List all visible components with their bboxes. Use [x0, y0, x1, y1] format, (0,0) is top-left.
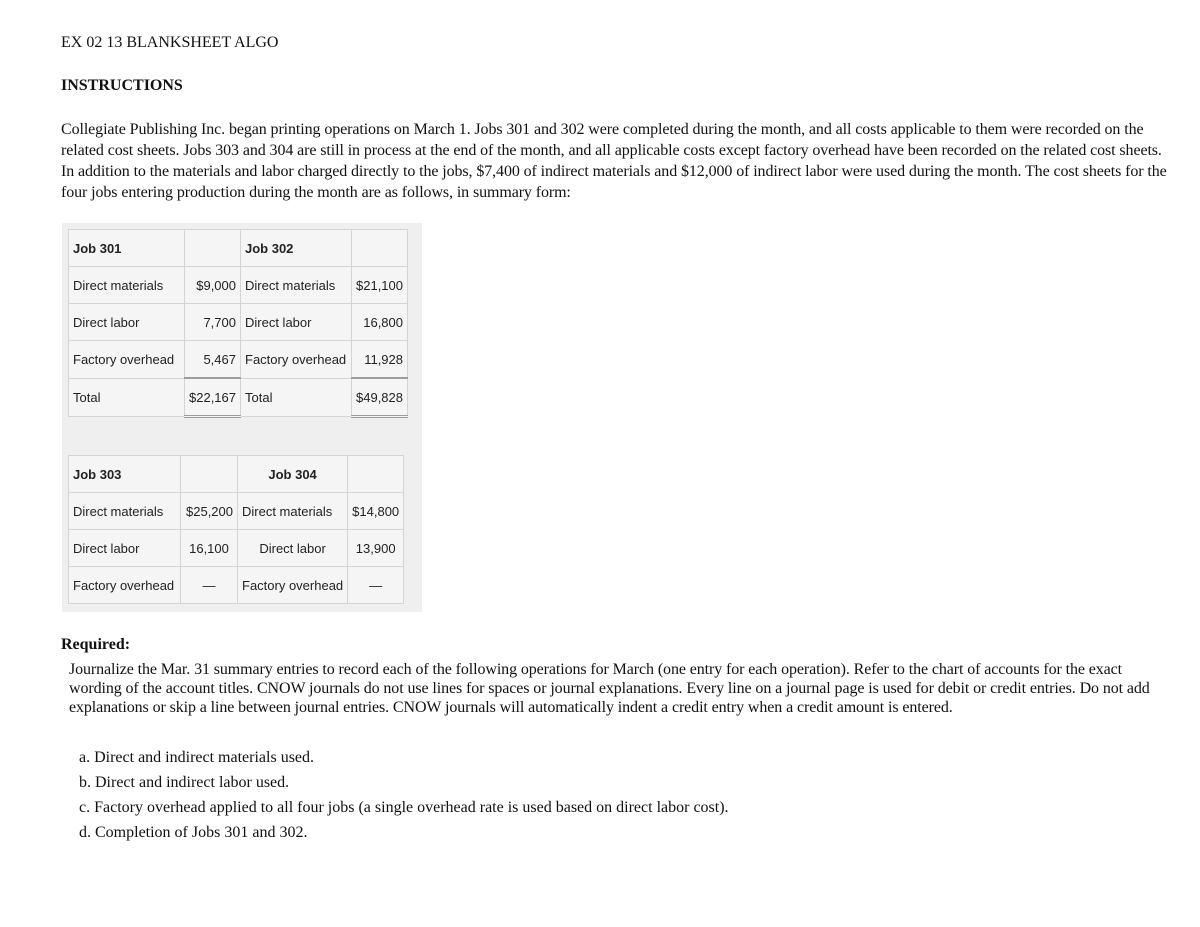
row-label: Direct materials [238, 493, 348, 530]
row-value: 16,100 [181, 530, 238, 567]
job-302-header: Job 302 [241, 230, 352, 267]
row-value: — [181, 567, 238, 604]
row-value: $49,828 [352, 378, 408, 417]
row-label: Direct labor [69, 530, 181, 567]
required-heading: Required: [61, 636, 131, 653]
row-value: 11,928 [352, 341, 408, 379]
row-label: Direct materials [69, 267, 185, 304]
row-label: Direct labor [69, 304, 185, 341]
table-header-row [69, 456, 404, 493]
table-row [69, 304, 408, 341]
list-item: c. Factory overhead applied to all four jobs (a single overhead rate is used based on direct labor cost). [79, 799, 729, 816]
job-304-header: Job 304 [238, 456, 348, 493]
row-label: Direct materials [241, 267, 352, 304]
row-label: Direct labor [241, 304, 352, 341]
row-label: Factory overhead [69, 341, 185, 379]
table-row [69, 267, 408, 304]
instructions-heading: INSTRUCTIONS [61, 77, 183, 94]
cost-sheets-panel [62, 223, 422, 612]
required-text: Journalize the Mar. 31 summary entries to record each of the following operations for March (one entry for each operation). Refer to the chart of accounts for the exact wording of the account titles. CNOW journals do not use lines for spaces or journal explanations. Every line on a journal page is used for debit or credit entries. Do not add explanations or skip a line between journal entries. CNOW journals will automatically indent a credit entry when a credit amount is entered. [69, 661, 1150, 716]
row-value: $9,000 [185, 267, 241, 304]
job-303-header: Job 303 [69, 456, 181, 493]
list-item: a. Direct and indirect materials used. [79, 749, 315, 766]
intro-paragraph: Collegiate Publishing Inc. began printing operations on March 1. Jobs 301 and 302 were completed during the month, and all costs applicable to them were recorded on the related cost sheets. Jobs 303 and 304 are still in process at the end of the month, and all applicable costs except factory overhead have been recorded on the related cost sheets. In addition to the materials and labor charged directly to the jobs, $7,400 of indirect materials and $12,000 of indirect labor were used during the month. The cost sheets for the four jobs entering production during the month are as follows, in summary form: [61, 121, 1167, 201]
row-label: Factory overhead [69, 567, 181, 604]
row-value: $14,800 [348, 493, 404, 530]
row-value: — [348, 567, 404, 604]
table-row [69, 530, 404, 567]
list-item: b. Direct and indirect labor used. [79, 774, 290, 791]
row-value: 5,467 [185, 341, 241, 379]
table-header-row [69, 230, 408, 267]
table-row [69, 493, 404, 530]
row-label: Total [69, 378, 185, 417]
row-value: $25,200 [181, 493, 238, 530]
row-value: $22,167 [185, 378, 241, 417]
cost-sheet-table-301-302 [68, 229, 408, 418]
row-label: Direct materials [69, 493, 181, 530]
row-label: Factory overhead [238, 567, 348, 604]
page-title: EX 02 13 BLANKSHEET ALGO [61, 34, 279, 51]
cost-sheet-table-303-304 [68, 455, 404, 604]
job-301-header: Job 301 [69, 230, 185, 267]
list-item: d. Completion of Jobs 301 and 302. [79, 824, 308, 841]
row-value: 7,700 [185, 304, 241, 341]
row-value: 13,900 [348, 530, 404, 567]
required-list [79, 748, 729, 848]
table-row [69, 341, 408, 379]
row-label: Factory overhead [241, 341, 352, 379]
table-row [69, 567, 404, 604]
row-label: Total [241, 378, 352, 417]
total-row [69, 378, 408, 417]
row-value: $21,100 [352, 267, 408, 304]
row-label: Direct labor [238, 530, 348, 567]
row-value: 16,800 [352, 304, 408, 341]
